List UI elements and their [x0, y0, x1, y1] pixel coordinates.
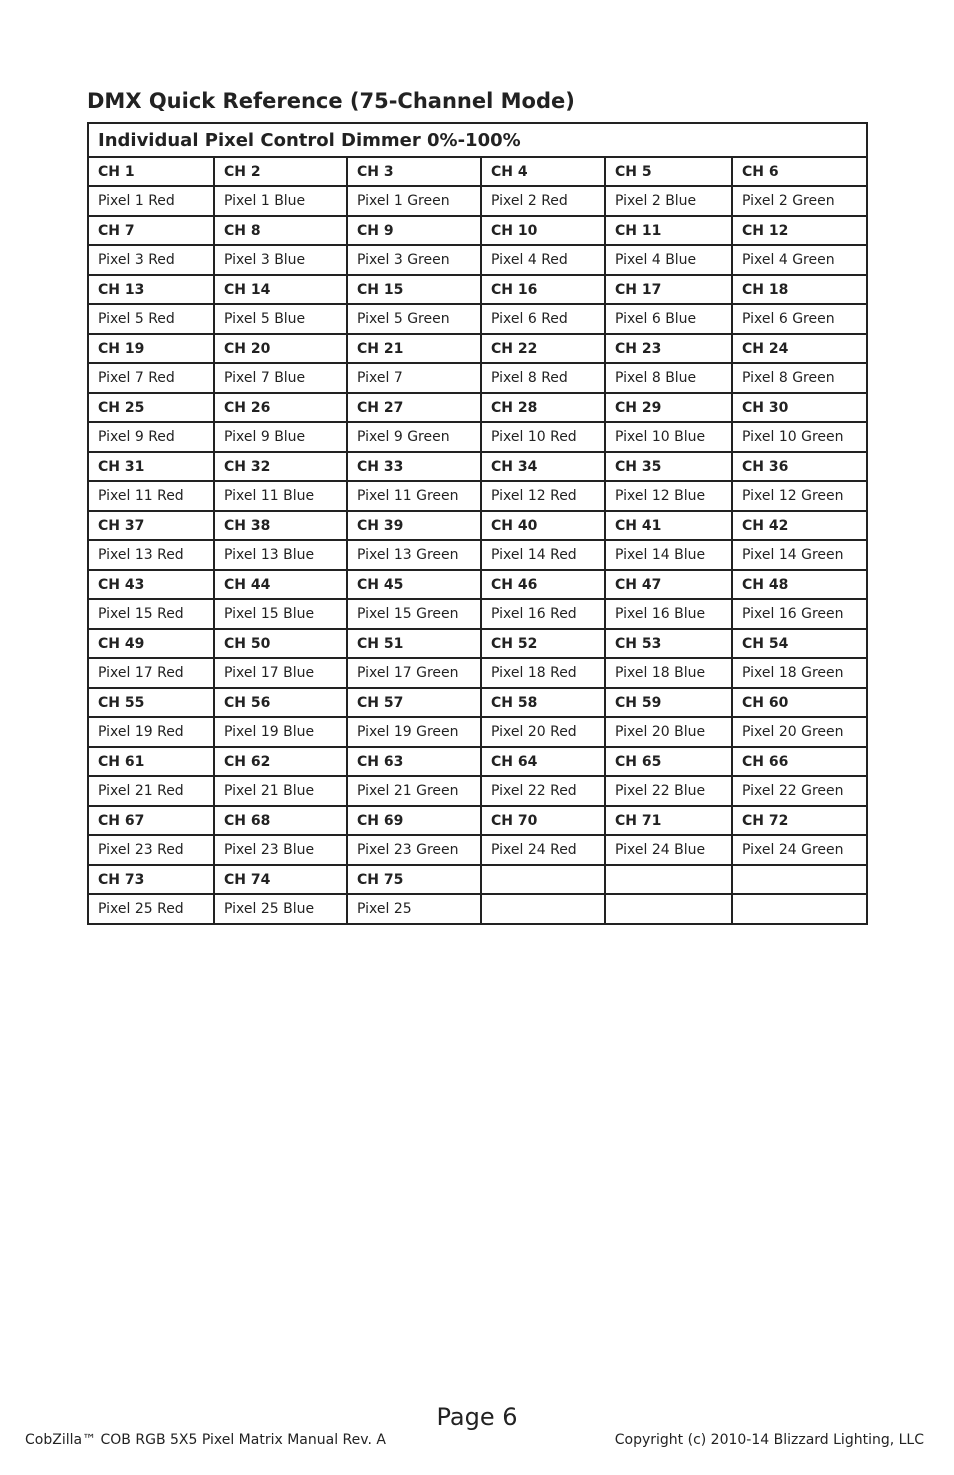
channel-cell: CH 47: [605, 570, 732, 599]
function-cell: Pixel 9 Red: [88, 422, 214, 452]
function-row: [88, 245, 867, 275]
function-cell: Pixel 14 Green: [732, 540, 867, 570]
function-cell: Pixel 6 Blue: [605, 304, 732, 334]
function-cell: Pixel 10 Blue: [605, 422, 732, 452]
function-cell: Pixel 15 Green: [347, 599, 481, 629]
function-row: [88, 599, 867, 629]
channel-cell: CH 8: [214, 216, 347, 245]
channel-cell: CH 24: [732, 334, 867, 363]
channel-cell: CH 72: [732, 806, 867, 835]
function-row: [88, 835, 867, 865]
channel-cell: CH 16: [481, 275, 605, 304]
channel-row: [88, 216, 867, 245]
function-cell: Pixel 18 Blue: [605, 658, 732, 688]
function-cell: Pixel 12 Green: [732, 481, 867, 511]
function-cell: Pixel 7: [347, 363, 481, 393]
channel-cell: CH 21: [347, 334, 481, 363]
channel-cell: CH 32: [214, 452, 347, 481]
function-cell: Pixel 17 Red: [88, 658, 214, 688]
channel-cell: CH 60: [732, 688, 867, 717]
function-row: [88, 717, 867, 747]
function-row: [88, 540, 867, 570]
function-cell: Pixel 22 Blue: [605, 776, 732, 806]
channel-row: [88, 865, 867, 894]
function-cell: Pixel 8 Red: [481, 363, 605, 393]
channel-cell: CH 18: [732, 275, 867, 304]
function-cell: Pixel 21 Green: [347, 776, 481, 806]
channel-cell: CH 10: [481, 216, 605, 245]
function-cell: Pixel 5 Green: [347, 304, 481, 334]
function-cell: Pixel 5 Blue: [214, 304, 347, 334]
function-cell: Pixel 21 Red: [88, 776, 214, 806]
channel-cell: CH 74: [214, 865, 347, 894]
function-cell: Pixel 22 Red: [481, 776, 605, 806]
channel-cell: CH 73: [88, 865, 214, 894]
function-cell: Pixel 20 Blue: [605, 717, 732, 747]
channel-cell: CH 54: [732, 629, 867, 658]
channel-cell: CH 36: [732, 452, 867, 481]
channel-row: [88, 275, 867, 304]
function-cell: Pixel 13 Red: [88, 540, 214, 570]
function-cell: Pixel 9 Green: [347, 422, 481, 452]
channel-row: [88, 334, 867, 363]
function-cell: Pixel 12 Blue: [605, 481, 732, 511]
channel-row: [88, 570, 867, 599]
function-cell: Pixel 23 Green: [347, 835, 481, 865]
function-cell: Pixel 12 Red: [481, 481, 605, 511]
channel-cell: [732, 865, 867, 894]
channel-cell: CH 55: [88, 688, 214, 717]
function-cell: Pixel 24 Blue: [605, 835, 732, 865]
channel-cell: CH 29: [605, 393, 732, 422]
channel-row: [88, 806, 867, 835]
channel-cell: CH 45: [347, 570, 481, 599]
function-cell: Pixel 10 Red: [481, 422, 605, 452]
channel-cell: CH 7: [88, 216, 214, 245]
function-cell: Pixel 1 Green: [347, 186, 481, 216]
function-row: [88, 894, 867, 924]
function-cell: Pixel 24 Green: [732, 835, 867, 865]
channel-cell: CH 6: [732, 157, 867, 186]
channel-cell: CH 70: [481, 806, 605, 835]
channel-cell: CH 27: [347, 393, 481, 422]
channel-cell: CH 1: [88, 157, 214, 186]
function-cell: Pixel 20 Green: [732, 717, 867, 747]
channel-row: [88, 157, 867, 186]
channel-cell: CH 31: [88, 452, 214, 481]
channel-cell: CH 14: [214, 275, 347, 304]
function-cell: Pixel 8 Green: [732, 363, 867, 393]
function-cell: Pixel 21 Blue: [214, 776, 347, 806]
function-row: [88, 776, 867, 806]
channel-cell: CH 43: [88, 570, 214, 599]
channel-cell: CH 65: [605, 747, 732, 776]
function-cell: Pixel 19 Blue: [214, 717, 347, 747]
channel-row: [88, 511, 867, 540]
function-cell: Pixel 25 Blue: [214, 894, 347, 924]
channel-cell: CH 51: [347, 629, 481, 658]
function-cell: Pixel 1 Red: [88, 186, 214, 216]
channel-cell: CH 61: [88, 747, 214, 776]
function-row: [88, 186, 867, 216]
function-row: [88, 304, 867, 334]
function-cell: Pixel 4 Blue: [605, 245, 732, 275]
function-cell: Pixel 13 Blue: [214, 540, 347, 570]
channel-cell: CH 40: [481, 511, 605, 540]
channel-cell: CH 38: [214, 511, 347, 540]
channel-cell: CH 41: [605, 511, 732, 540]
channel-cell: CH 69: [347, 806, 481, 835]
function-row: [88, 422, 867, 452]
channel-cell: CH 57: [347, 688, 481, 717]
channel-cell: CH 25: [88, 393, 214, 422]
channel-cell: CH 28: [481, 393, 605, 422]
function-cell: Pixel 25 Red: [88, 894, 214, 924]
channel-cell: CH 15: [347, 275, 481, 304]
function-cell: [605, 894, 732, 924]
channel-cell: CH 22: [481, 334, 605, 363]
channel-cell: CH 56: [214, 688, 347, 717]
function-cell: Pixel 10 Green: [732, 422, 867, 452]
function-cell: Pixel 2 Green: [732, 186, 867, 216]
channel-cell: CH 33: [347, 452, 481, 481]
function-cell: Pixel 23 Blue: [214, 835, 347, 865]
channel-cell: CH 5: [605, 157, 732, 186]
function-cell: Pixel 18 Red: [481, 658, 605, 688]
function-cell: Pixel 11 Green: [347, 481, 481, 511]
page-title: DMX Quick Reference (75-Channel Mode): [87, 89, 575, 113]
function-cell: Pixel 9 Blue: [214, 422, 347, 452]
function-cell: Pixel 2 Blue: [605, 186, 732, 216]
function-cell: Pixel 19 Red: [88, 717, 214, 747]
function-row: [88, 363, 867, 393]
function-cell: Pixel 13 Green: [347, 540, 481, 570]
channel-cell: CH 30: [732, 393, 867, 422]
function-cell: Pixel 15 Blue: [214, 599, 347, 629]
function-cell: Pixel 3 Red: [88, 245, 214, 275]
channel-cell: CH 17: [605, 275, 732, 304]
channel-cell: CH 53: [605, 629, 732, 658]
function-cell: Pixel 2 Red: [481, 186, 605, 216]
function-cell: Pixel 20 Red: [481, 717, 605, 747]
channel-row: [88, 629, 867, 658]
footer-copyright: Copyright (c) 2010-14 Blizzard Lighting, LLC: [614, 1432, 924, 1448]
channel-cell: CH 67: [88, 806, 214, 835]
function-cell: Pixel 3 Green: [347, 245, 481, 275]
table-header: Individual Pixel Control Dimmer 0%-100%: [88, 123, 867, 157]
channel-cell: CH 39: [347, 511, 481, 540]
function-cell: Pixel 6 Green: [732, 304, 867, 334]
function-row: [88, 481, 867, 511]
channel-row: [88, 747, 867, 776]
function-cell: Pixel 3 Blue: [214, 245, 347, 275]
function-cell: Pixel 25: [347, 894, 481, 924]
function-cell: Pixel 24 Red: [481, 835, 605, 865]
function-cell: Pixel 4 Red: [481, 245, 605, 275]
channel-cell: CH 68: [214, 806, 347, 835]
function-cell: Pixel 16 Green: [732, 599, 867, 629]
function-cell: Pixel 18 Green: [732, 658, 867, 688]
channel-cell: CH 75: [347, 865, 481, 894]
channel-cell: CH 13: [88, 275, 214, 304]
channel-cell: [481, 865, 605, 894]
channel-cell: CH 64: [481, 747, 605, 776]
channel-cell: CH 49: [88, 629, 214, 658]
channel-cell: CH 35: [605, 452, 732, 481]
footer-manual-title: CobZilla™ COB RGB 5X5 Pixel Matrix Manual Rev. A: [25, 1432, 386, 1448]
function-cell: Pixel 17 Green: [347, 658, 481, 688]
function-cell: Pixel 16 Blue: [605, 599, 732, 629]
function-cell: Pixel 16 Red: [481, 599, 605, 629]
channel-cell: CH 11: [605, 216, 732, 245]
function-row: [88, 658, 867, 688]
table-header-row: [88, 123, 867, 157]
channel-cell: CH 3: [347, 157, 481, 186]
function-cell: Pixel 4 Green: [732, 245, 867, 275]
function-cell: Pixel 1 Blue: [214, 186, 347, 216]
function-cell: Pixel 22 Green: [732, 776, 867, 806]
channel-cell: CH 59: [605, 688, 732, 717]
channel-cell: CH 62: [214, 747, 347, 776]
function-cell: Pixel 6 Red: [481, 304, 605, 334]
page-number: Page 6: [436, 1403, 518, 1431]
function-cell: [481, 894, 605, 924]
function-cell: Pixel 19 Green: [347, 717, 481, 747]
table-body: [88, 157, 867, 924]
channel-cell: [605, 865, 732, 894]
function-cell: Pixel 11 Red: [88, 481, 214, 511]
function-cell: Pixel 14 Blue: [605, 540, 732, 570]
function-cell: Pixel 15 Red: [88, 599, 214, 629]
channel-cell: CH 44: [214, 570, 347, 599]
channel-cell: CH 48: [732, 570, 867, 599]
channel-cell: CH 66: [732, 747, 867, 776]
function-cell: Pixel 7 Red: [88, 363, 214, 393]
channel-cell: CH 4: [481, 157, 605, 186]
channel-cell: CH 20: [214, 334, 347, 363]
function-cell: Pixel 7 Blue: [214, 363, 347, 393]
channel-cell: CH 34: [481, 452, 605, 481]
channel-row: [88, 452, 867, 481]
channel-cell: CH 12: [732, 216, 867, 245]
function-cell: [732, 894, 867, 924]
channel-cell: CH 52: [481, 629, 605, 658]
channel-cell: CH 9: [347, 216, 481, 245]
dmx-channel-table: [87, 122, 868, 925]
channel-cell: CH 23: [605, 334, 732, 363]
channel-cell: CH 37: [88, 511, 214, 540]
channel-row: [88, 393, 867, 422]
function-cell: Pixel 8 Blue: [605, 363, 732, 393]
function-cell: Pixel 17 Blue: [214, 658, 347, 688]
function-cell: Pixel 14 Red: [481, 540, 605, 570]
channel-cell: CH 2: [214, 157, 347, 186]
function-cell: Pixel 23 Red: [88, 835, 214, 865]
channel-cell: CH 46: [481, 570, 605, 599]
channel-cell: CH 42: [732, 511, 867, 540]
channel-cell: CH 63: [347, 747, 481, 776]
channel-row: [88, 688, 867, 717]
function-cell: Pixel 11 Blue: [214, 481, 347, 511]
channel-cell: CH 50: [214, 629, 347, 658]
channel-cell: CH 19: [88, 334, 214, 363]
function-cell: Pixel 5 Red: [88, 304, 214, 334]
channel-cell: CH 71: [605, 806, 732, 835]
channel-cell: CH 26: [214, 393, 347, 422]
channel-cell: CH 58: [481, 688, 605, 717]
